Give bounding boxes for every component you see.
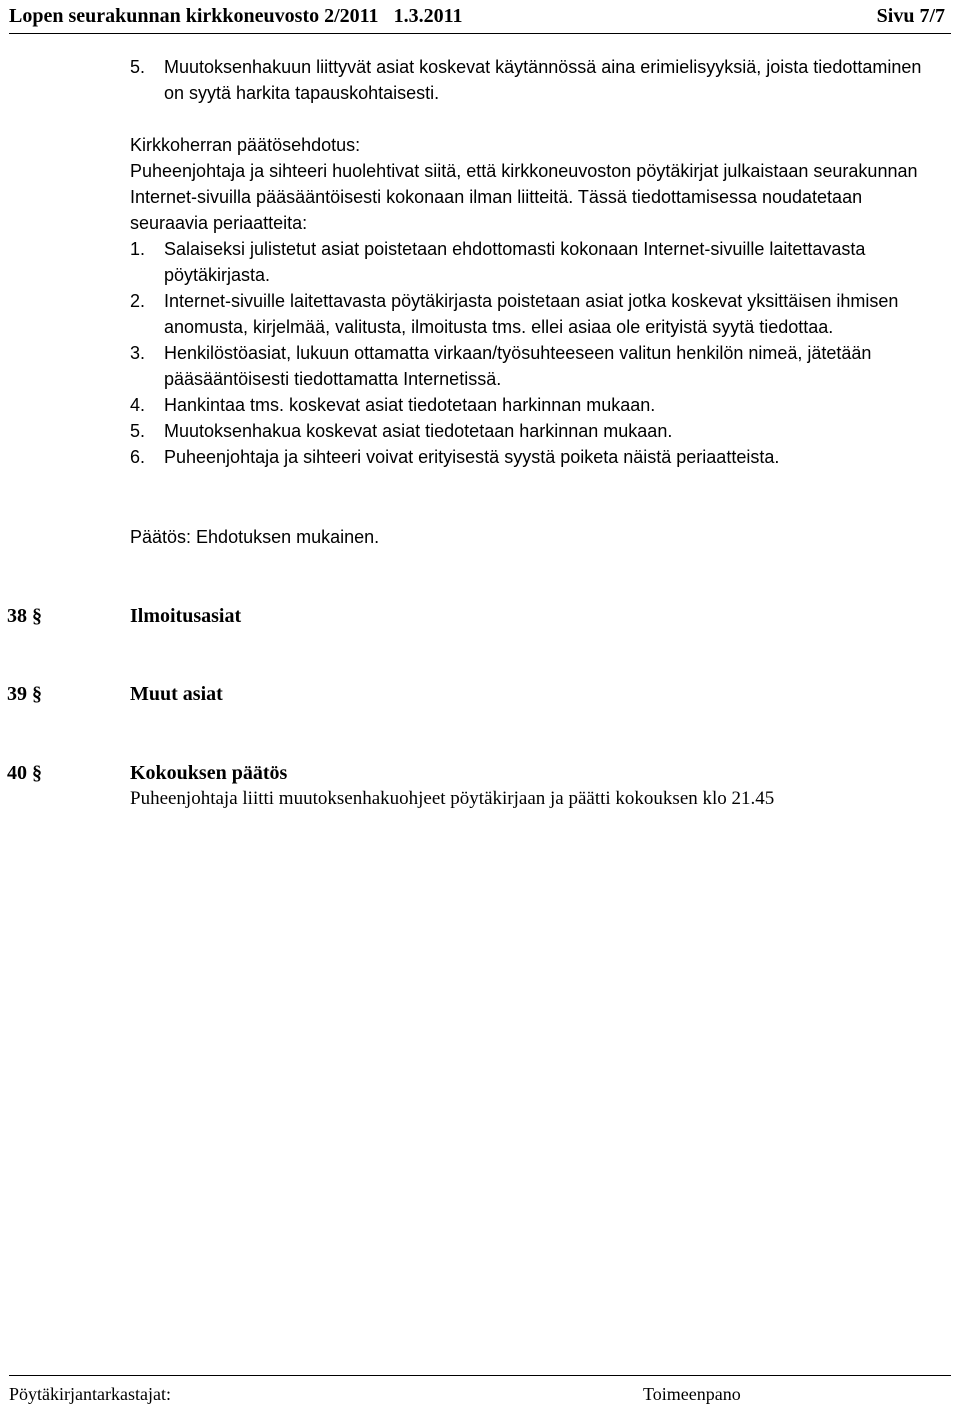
list-item-number: 5. [130,421,146,441]
section-number: 40 § [7,762,42,784]
section-title: Kokouksen päätös [130,762,288,784]
list-item [130,236,930,288]
list-item [130,444,930,470]
list-item-text: Salaiseksi julistetut asiat poistetaan ehdottomasti kokonaan Internet-sivuille laitettavasta pöytäkirjasta. [164,239,866,285]
page-header [9,0,951,34]
list-item [130,340,930,392]
header-date: 1.3.2011 [393,5,463,27]
list-item-number: 3. [130,343,146,363]
section-title: Muut asiat [130,683,223,705]
list-item-text: Muutoksenhakua koskevat asiat tiedotetaan harkinnan mukaan. [164,421,673,441]
header-org: Lopen seurakunnan kirkkoneuvosto 2/2011 [9,5,379,27]
footer-execution-label: Toimeenpano [643,1384,741,1404]
header-title [9,3,462,29]
list-item-text: Henkilöstöasiat, lukuun ottamatta virkaan/työsuhteeseen valitun henkilön nimeä, jätetään pääsääntöisesti tiedottamatta Internetissä. [164,343,872,389]
footer-reviewers-label: Pöytäkirjantarkastajat: [9,1384,171,1404]
proposal-intro: Puheenjohtaja ja sihteeri huolehtivat siitä, että kirkkoneuvoston pöytäkirjat julkaistaan seurakunnan Internet-sivuilla pääsääntöisesti kokonaan ilman liitteitä. Tässä tiedottamisessa noudatetaan seuraavia periaatteita: [130,161,918,233]
page-footer [9,1375,951,1408]
header-page-number: Sivu 7/7 [876,5,945,27]
section-number: 39 § [7,683,42,705]
list-item [130,418,930,444]
list-item [130,288,930,340]
top-item [130,54,930,106]
list-item-number: 2. [130,291,146,311]
list-item [130,392,930,418]
top-item-text: Muutoksenhakuun liittyvät asiat koskevat käytännössä aina erimielisyyksiä, joista tiedottaminen on syytä harkita tapauskohtaisesti. [164,57,922,103]
list-item-text: Hankintaa tms. koskevat asiat tiedotetaan harkinnan mukaan. [164,395,656,415]
proposal-heading: Kirkkoherran päätösehdotus: [130,135,361,155]
list-item-number: 4. [130,395,146,415]
section-text: Puheenjohtaja liitti muutoksenhakuohjeet pöytäkirjaan ja päätti kokouksen klo 21.45 [130,788,775,809]
list-item-text: Internet-sivuille laitettavasta pöytäkirjasta poistetaan asiat jotka koskevat yksittäisen ihmisen anomusta, kirjelmää, valitusta, ilmoitusta tms. ellei asiaa ole erityistä syytä tiedottaa. [164,291,899,337]
top-item-number: 5. [130,57,146,77]
list-item-number: 6. [130,447,146,467]
proposal-section [130,132,930,470]
section-title: Ilmoitusasiat [130,605,242,627]
section-number: 38 § [7,605,42,627]
list-item-number: 1. [130,239,146,259]
list-item-text: Puheenjohtaja ja sihteeri voivat erityisestä syystä poiketa näistä periaatteista. [164,447,780,467]
decision-text: Päätös: Ehdotuksen mukainen. [130,527,380,547]
